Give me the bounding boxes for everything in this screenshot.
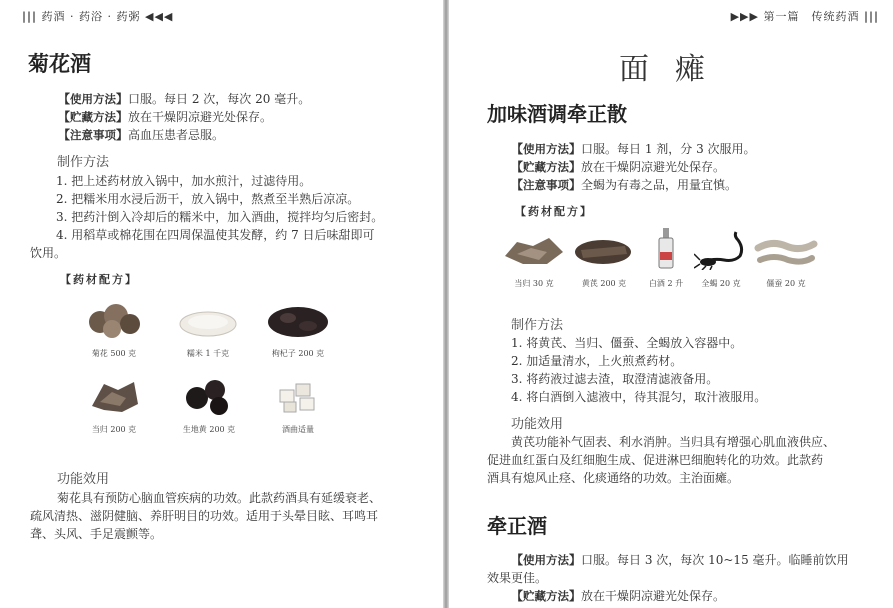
left-header-text: 药酒 · 药浴 · 药粥 <box>41 10 141 23</box>
right-effect-line: 黄芪功能补气固表、利水消肿。当归具有增强心肌血液供应、 <box>511 435 836 449</box>
second-recipe-title: 牵正酒 <box>487 514 547 538</box>
left-method-heading: 制作方法 <box>57 155 110 170</box>
right-effect-line: 促进血红蛋白及红细胞生成、促进淋巴细胞转化的功效。此款药 <box>487 453 824 467</box>
right-page <box>449 0 893 608</box>
storage-text: 放在干燥阴凉避光处保存。 <box>581 589 726 603</box>
second-usage-line: 【使用方法】口服。每日 3 次，每次 10~15 毫升。临睡前饮用 <box>511 553 849 567</box>
left-effect-line: 聋、头风、手足震颤等。 <box>30 527 163 541</box>
angelica-icon <box>86 376 142 416</box>
storage-label: 贮藏方法 <box>70 110 117 124</box>
right-storage-line: 【贮藏方法】放在干燥阴凉避光处保存。 <box>511 160 726 174</box>
storage-text: 放在干燥阴凉避光处保存。 <box>581 160 726 174</box>
yeast-icon <box>270 376 326 416</box>
right-method-heading: 制作方法 <box>511 318 564 333</box>
left-effect-line: 疏风清热、滋阴健脑、养肝明目的功效。适用于头晕目眩、耳鸣耳 <box>30 509 379 523</box>
left-step: 2. 把糯米用水浸后沥干，放入锅中，熬煮至半熟后凉凉。 <box>56 192 360 206</box>
usage-label: 使用方法 <box>523 142 570 156</box>
left-storage-line: 【贮藏方法】放在干燥阴凉避光处保存。 <box>58 110 273 124</box>
ingredient-name: 当归 200 克 <box>91 425 137 434</box>
storage-label: 贮藏方法 <box>523 589 570 603</box>
left-page <box>0 0 443 608</box>
goji-icon <box>266 302 330 340</box>
usage-text: 口服。每日 3 次，每次 10~15 毫升。临睡前饮用 <box>581 553 849 567</box>
left-recipe-label: 【药材配方】 <box>60 273 138 286</box>
second-storage-line: 【贮藏方法】放在干燥阴凉避光处保存。 <box>511 589 726 603</box>
left-step: 3. 把药汁倒入冷却后的糯米中，加入酒曲，搅拌均匀后密封。 <box>56 210 384 224</box>
right-recipe-label: 【药材配方】 <box>515 205 593 218</box>
right-header-text: 第一篇 传统药酒 <box>763 10 860 23</box>
chrysanthemum-icon <box>84 302 144 340</box>
caution-text: 全蝎为有毒之品，用量宜慎。 <box>581 178 738 192</box>
chapter-title: 面瘫 <box>619 52 731 87</box>
right-step: 1. 将黄芪、当归、僵蚕、全蝎放入容器中。 <box>511 336 743 350</box>
usage-label: 使用方法 <box>70 92 117 106</box>
ingredient-name: 全蝎 20 克 <box>701 279 741 288</box>
ingredient-name: 生地黄 200 克 <box>182 425 236 434</box>
right-effect-heading: 功能效用 <box>511 417 564 432</box>
ingredient-item <box>262 376 334 435</box>
astragalus-icon <box>573 232 635 270</box>
ingredient-item <box>501 232 567 289</box>
ingredient-item <box>78 376 150 435</box>
ingredient-name: 糯米 1 千克 <box>186 349 230 358</box>
right-effect-line: 酒具有熄风止痉、化痰通络的功效。主治面瘫。 <box>487 471 740 485</box>
usage-label: 使用方法 <box>523 553 570 567</box>
storage-text: 放在干燥阴凉避光处保存。 <box>128 110 273 124</box>
ingredient-name: 当归 30 克 <box>514 279 554 288</box>
left-step: 1. 把上述药材放入锅中，加水煎汁，过滤待用。 <box>56 174 312 188</box>
recipe-label-text: 药材配方 <box>73 273 125 286</box>
usage-text: 口服。每日 1 剂，分 3 次服用。 <box>581 142 756 156</box>
ingredient-item <box>571 232 637 289</box>
right-caution-line: 【注意事项】全蝎为有毒之品，用量宜慎。 <box>511 178 738 192</box>
ingredient-name: 黄芪 200 克 <box>581 279 627 288</box>
ingredient-item <box>78 302 150 359</box>
scorpion-icon <box>694 228 748 270</box>
left-usage-line: 【使用方法】口服。每日 2 次，每次 20 毫升。 <box>58 92 311 106</box>
rice-icon <box>177 302 239 340</box>
ingredient-item <box>260 302 336 359</box>
ingredient-item <box>172 376 246 435</box>
caution-text: 高血压患者忌服。 <box>128 128 225 142</box>
left-running-header: ||| 药酒 · 药浴 · 药粥 ◀◀◀ <box>22 10 174 23</box>
ingredient-item <box>693 228 749 289</box>
left-effect-heading: 功能效用 <box>57 472 110 487</box>
rehmannia-icon <box>181 376 237 416</box>
right-step: 3. 将药液过滤去渣，取澄清滤液备用。 <box>511 372 719 386</box>
silkworm-icon <box>754 232 818 270</box>
storage-label: 贮藏方法 <box>523 160 570 174</box>
ingredient-name: 僵蚕 20 克 <box>766 279 806 288</box>
ingredient-name: 酒曲适量 <box>282 425 314 434</box>
left-caution-line: 【注意事项】高血压患者忌服。 <box>58 128 225 142</box>
caution-label: 注意事项 <box>70 128 117 142</box>
left-recipe-title: 菊花酒 <box>28 52 91 76</box>
recipe-label-text: 药材配方 <box>528 205 580 218</box>
right-usage-line: 【使用方法】口服。每日 1 剂，分 3 次服用。 <box>511 142 756 156</box>
usage-text: 口服。每日 2 次，每次 20 毫升。 <box>128 92 311 106</box>
right-step: 2. 加适量清水，上火煎煮药材。 <box>511 354 683 368</box>
left-step: 饮用。 <box>30 246 67 260</box>
ingredient-name: 枸杞子 200 克 <box>271 349 325 358</box>
ingredient-name: 菊花 500 克 <box>91 349 137 358</box>
right-step: 4. 将白酒倒入滤液中，待其混匀，取汁液服用。 <box>511 390 767 404</box>
caution-label: 注意事项 <box>523 178 570 192</box>
left-step: 4. 用稻草或棉花围在四周保温使其发酵，约 7 日后味甜即可 <box>56 228 375 242</box>
ingredient-item <box>170 302 246 359</box>
ingredient-name: 白酒 2 升 <box>648 279 684 288</box>
ingredient-item <box>643 226 689 289</box>
ingredient-item <box>753 232 819 289</box>
second-usage-continuation: 效果更佳。 <box>487 571 548 585</box>
right-recipe-title: 加味酒调牵正散 <box>487 102 627 126</box>
liquor-bottle-icon <box>656 226 676 270</box>
left-effect-line: 菊花具有预防心脑血管疾病的功效。此款药酒具有延缓衰老、 <box>57 491 382 505</box>
angelica-icon <box>503 232 565 270</box>
right-running-header: ▶▶▶ 第一篇 传统药酒 ||| <box>730 10 879 23</box>
